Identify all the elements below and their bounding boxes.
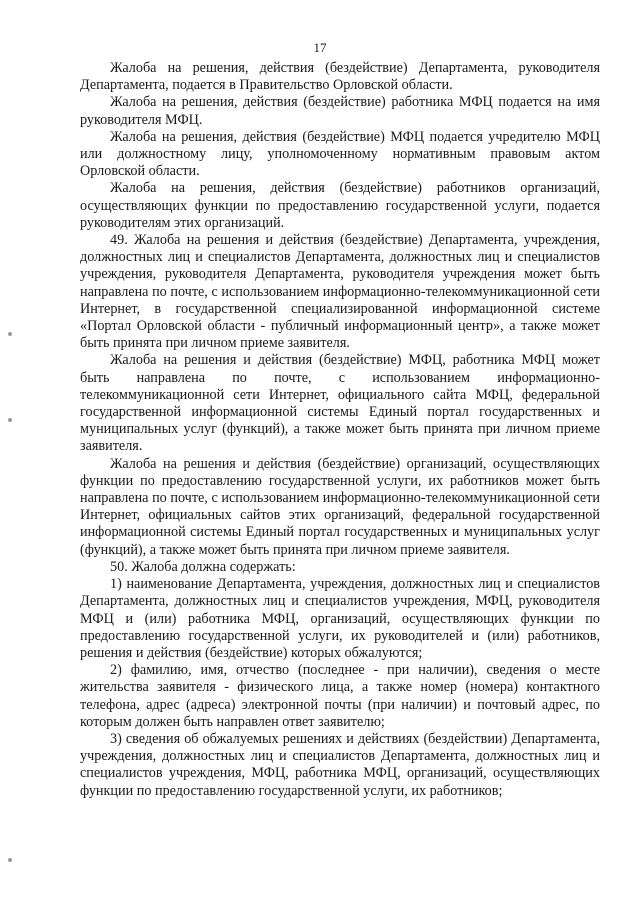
paragraph-complaint-organizations: Жалоба на решения, действия (бездействие) работников организаций, осуществляющих функции по предоставлению государственной услуги, подается руководителям этих организаций. [80, 180, 600, 231]
scan-margin-mark [8, 332, 12, 336]
paragraph-complaint-mfc-channels: Жалоба на решения и действия (бездействие) МФЦ, работника МФЦ может быть направлена по почте, с использованием информационно-телекоммуникационной сети Интернет, официального сайта МФЦ, федеральной государственной информационной системы Единый портал государственных и муниципальных услуг (функций), а также может быть принята при личном приеме заявителя. [80, 352, 600, 455]
list-item-2: 2) фамилию, имя, отчество (последнее - при наличии), сведения о месте жительства заявителя - физического лица, а также номер (номера) контактного телефона, адрес (адреса) электронной почты (при наличии) и почтовый адрес, по которым должен быть направлен ответ заявителю; [80, 662, 600, 730]
paragraph-complaint-department: Жалоба на решения, действия (бездействие) Департамента, руководителя Департамента, подается в Правительство Орловской области. [80, 60, 600, 94]
list-item-3: 3) сведения об обжалуемых решениях и действиях (бездействии) Департамента, учреждения, должностных лиц и специалистов Департамента, должностных лиц и специалистов учреждения, МФЦ, работника МФЦ, организаций, осуществляющих функции по предоставлению государственной услуги, их работников; [80, 730, 600, 799]
paragraph-complaint-mfc: Жалоба на решения, действия (бездействие) МФЦ подается учредителю МФЦ или должностному лицу, уполномоченному нормативным правовым актом Орловской области. [80, 128, 600, 180]
paragraph-complaint-mfc-worker: Жалоба на решения, действия (бездействие) работника МФЦ подается на имя руководителя МФЦ. [80, 94, 600, 128]
page-number: 17 [313, 40, 327, 55]
paragraph-clause-50: 50. Жалоба должна содержать: [110, 558, 296, 575]
list-item-1: 1) наименование Департамента, учреждения, должностных лиц и специалистов Департамента, должностных лиц и специалистов учреждения, МФЦ, руководителя МФЦ и (или) работника МФЦ, организаций, осуществляющих функции по предоставлению государственной услуги, их руководителей и (или) работников, решения и действия (бездействие) которых обжалуются; [80, 576, 600, 661]
paragraph-complaint-organizations-channels: Жалоба на решения и действия (бездействие) организаций, осуществляющих функции по предоставлению государственной услуги, их работников может быть направлена по почте, с использованием информационно-телекоммуникационной сети Интернет, официальных сайтов этих организаций, федеральной государственной информационной системы Единый портал государственных и муниципальных услуг (функций), а также может быть принята при личном приеме заявителя. [80, 455, 600, 558]
paragraph-clause-49: 49. Жалоба на решения и действия (бездействие) Департамента, учреждения, должностных лиц и специалистов Департамента, должностных лиц и специалистов учреждения, руководителя Департамента, руководителя учреждения может быть направлена по почте, с использованием информационно-телекоммуникационной сети Интернет, в государственной специализированной информационной системе «Портал Орловской области - публичный информационный центр», а также может быть принята при личном приеме заявителя. [80, 232, 600, 352]
scan-margin-mark [8, 418, 12, 422]
document-body [80, 60, 600, 800]
scan-margin-mark [8, 858, 12, 862]
